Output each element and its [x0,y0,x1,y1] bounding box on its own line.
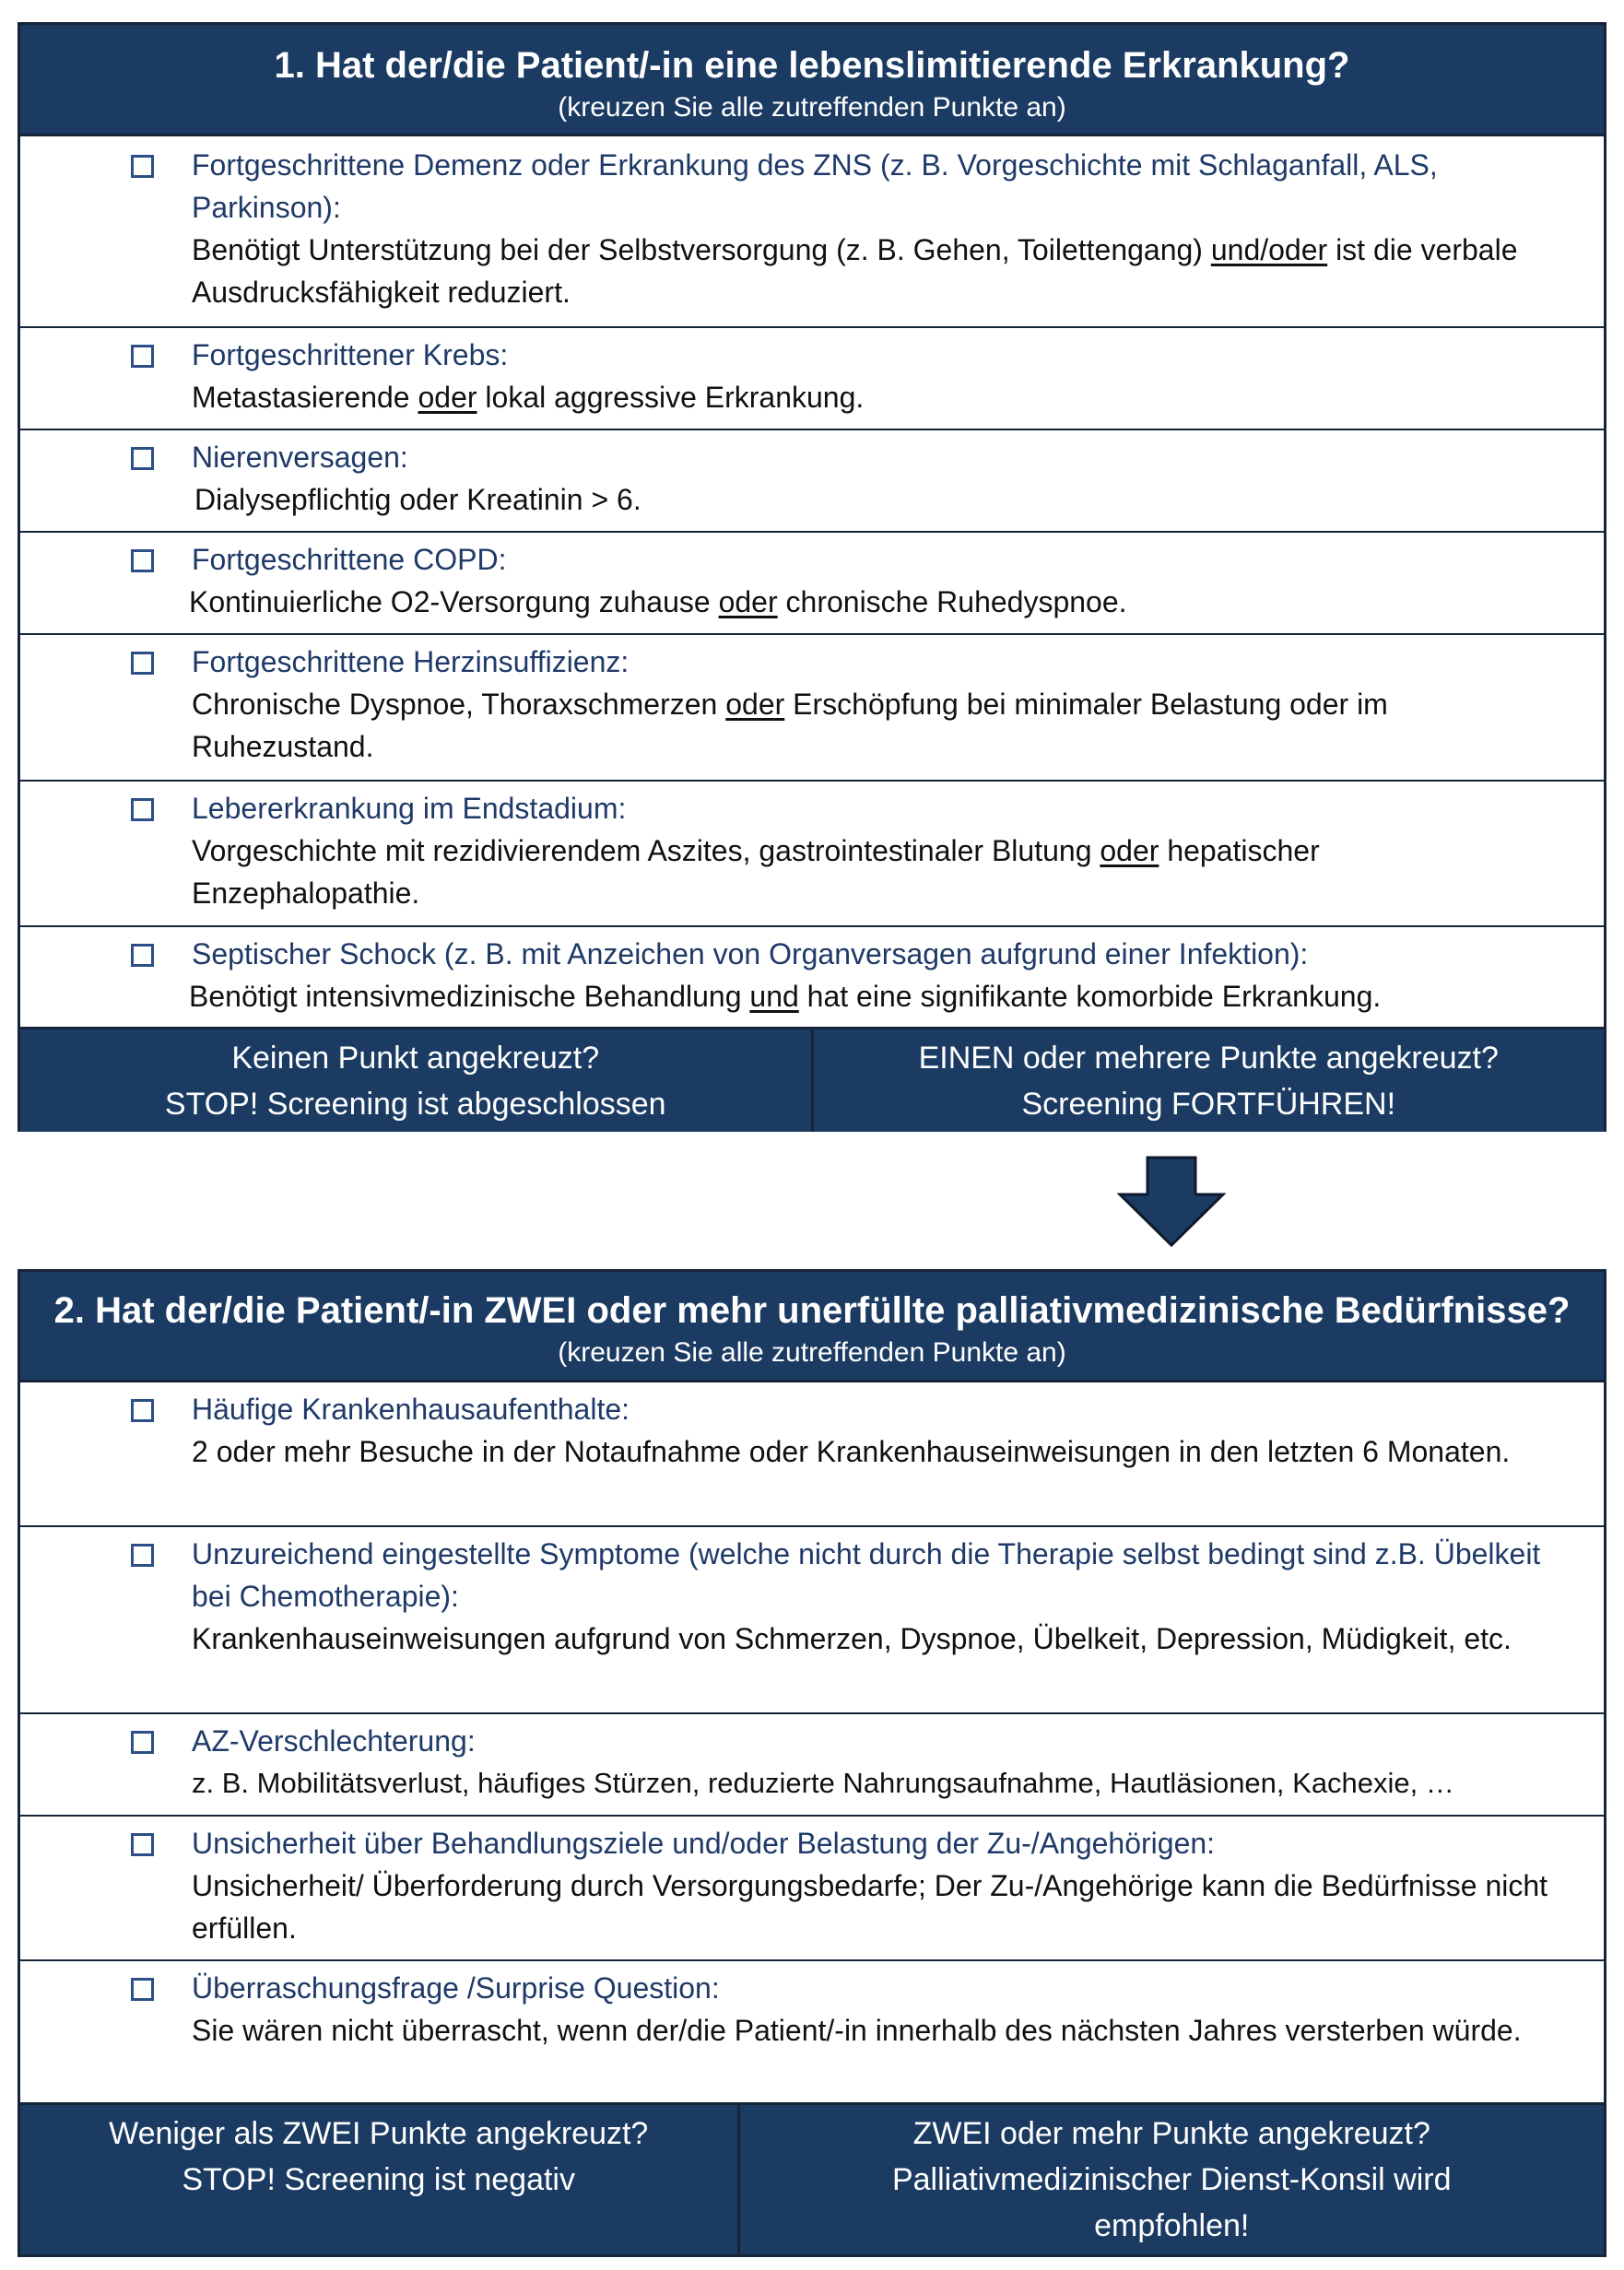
item-description: Krankenhauseinweisungen aufgrund von Schmerzen, Dyspnoe, Übelkeit, Depression, Müdigkeit, etc. [192,1622,1512,1655]
section-2-footer [20,2105,1604,2254]
checkbox-surprise-question[interactable] [131,1978,154,2001]
item-behandlungsziele [20,1817,1604,1961]
footer-negative-line2: STOP! Screening ist negativ [182,2162,575,2197]
item-septischer-schock [20,927,1604,1029]
item-surprise-question [20,1961,1604,2105]
item-copd [20,533,1604,635]
item-title: Fortgeschrittene Herzinsuffizienz: [192,645,630,678]
checkbox-copd[interactable] [131,549,154,572]
checkbox-krankenhausaufenthalte[interactable] [131,1399,154,1422]
item-herzinsuffizienz [20,635,1604,782]
checkbox-herzinsuffizienz[interactable] [131,652,154,675]
checkbox-septischer-schock[interactable] [131,944,154,967]
section-1-header [20,25,1604,136]
item-title: AZ-Verschlechterung: [192,1724,476,1758]
item-title: Fortgeschrittene Demenz oder Erkrankung des ZNS (z. B. Vorgeschichte mit Schlaganfall, ALS, Parkinson): [192,148,1438,224]
checkbox-az-verschlechterung[interactable] [131,1731,154,1754]
section-2-header [20,1272,1604,1382]
item-krebs [20,328,1604,430]
item-title: Nierenversagen: [192,441,408,474]
footer-konsil-line1: ZWEI oder mehr Punkte angekreuzt? [912,2116,1430,2151]
item-demenz-zns [20,136,1604,328]
footer-stop-line1: Keinen Punkt angekreuzt? [231,1041,600,1076]
section-1-lebenslimitierende-erkrankung [18,22,1606,1132]
footer-konsil-line2: Palliativmedizinischer Dienst-Konsil wird empfohlen! [891,2162,1452,2243]
item-title: Häufige Krankenhausaufenthalte: [192,1393,630,1426]
item-nierenversagen [20,430,1604,533]
item-description: Vorgeschichte mit rezidivierendem Aszites, gastrointestinaler Blutung oder hepatischer Enzephalopathie. [192,834,1320,910]
item-description: Chronische Dyspnoe, Thoraxschmerzen oder Erschöpfung bei minimaler Belastung oder im Ruhezustand. [192,688,1388,763]
item-title: Fortgeschrittene COPD: [192,543,507,576]
item-description: 2 oder mehr Besuche in der Notaufnahme oder Krankenhauseinweisungen in den letzten 6 Monaten. [192,1435,1511,1468]
item-title: Unsicherheit über Behandlungsziele und/oder Belastung der Zu-/Angehörigen: [192,1827,1216,1860]
section-1-subtitle: (kreuzen Sie alle zutreffenden Punkte an) [558,92,1066,123]
checkbox-krebs[interactable] [131,345,154,368]
item-title: Unzureichend eingestellte Symptome (welche nicht durch die Therapie selbst bedingt sind z.B. Übelkeit bei Chemotherapie): [192,1537,1541,1613]
footer-negative [20,2105,737,2254]
item-title: Lebererkrankung im Endstadium: [192,792,627,825]
item-description: Benötigt Unterstützung bei der Selbstversorgung (z. B. Gehen, Toilettengang) und/oder ist die verbale Ausdrucksfähigkeit reduziert. [192,233,1518,309]
footer-continue-line2: Screening FORTFÜHREN! [1021,1087,1396,1122]
item-description: z. B. Mobilitätsverlust, häufiges Stürzen, reduzierte Nahrungsaufnahme, Hautläsionen, Kachexie, … [192,1767,1454,1799]
item-description: Metastasierende oder lokal aggressive Erkrankung. [192,381,865,414]
section-2-subtitle: (kreuzen Sie alle zutreffenden Punkte an) [558,1337,1066,1368]
section-2-title: 2. Hat der/die Patient/-in ZWEI oder mehr unerfüllte palliativmedizinische Bedürfnisse? [53,1290,1571,1331]
footer-negative-line1: Weniger als ZWEI Punkte angekreuzt? [109,2116,649,2151]
footer-konsil [737,2105,1605,2254]
item-symptome [20,1527,1604,1714]
checkbox-demenz-zns[interactable] [131,155,154,178]
item-description: Dialysepflichtig oder Kreatinin > 6. [194,483,641,516]
footer-stop-line2: STOP! Screening ist abgeschlossen [164,1087,666,1122]
down-arrow-icon [1117,1156,1226,1248]
checkbox-nierenversagen[interactable] [131,447,154,470]
checkbox-symptome[interactable] [131,1544,154,1567]
item-title: Überraschungsfrage /Surprise Question: [192,1971,720,2005]
item-krankenhausaufenthalte [20,1382,1604,1527]
footer-continue [811,1029,1605,1132]
item-description: Sie wären nicht überrascht, wenn der/die Patient/-in innerhalb des nächsten Jahres versterben würde. [192,2014,1522,2047]
item-title: Fortgeschrittener Krebs: [192,338,509,371]
section-1-footer [20,1029,1604,1132]
item-description: Unsicherheit/ Überforderung durch Versorgungsbedarfe; Der Zu-/Angehörige kann die Bedürfnisse nicht erfüllen. [192,1869,1548,1945]
checkbox-behandlungsziele[interactable] [131,1833,154,1856]
item-description: Kontinuierliche O2-Versorgung zuhause oder chronische Ruhedyspnoe. [189,585,1127,618]
checkbox-lebererkrankung[interactable] [131,798,154,821]
item-description: Benötigt intensivmedizinische Behandlung und hat eine signifikante komorbide Erkrankung. [189,980,1382,1013]
footer-continue-line1: EINEN oder mehrere Punkte angekreuzt? [918,1041,1499,1076]
item-title: Septischer Schock (z. B. mit Anzeichen von Organversagen aufgrund einer Infektion): [192,937,1309,970]
footer-stop [20,1029,811,1132]
item-az-verschlechterung [20,1714,1604,1817]
section-2-palliativmedizinische-beduerfnisse [18,1269,1606,2257]
item-lebererkrankung [20,782,1604,927]
section-1-title: 1. Hat der/die Patient/-in eine lebenslimitierende Erkrankung? [274,45,1350,86]
